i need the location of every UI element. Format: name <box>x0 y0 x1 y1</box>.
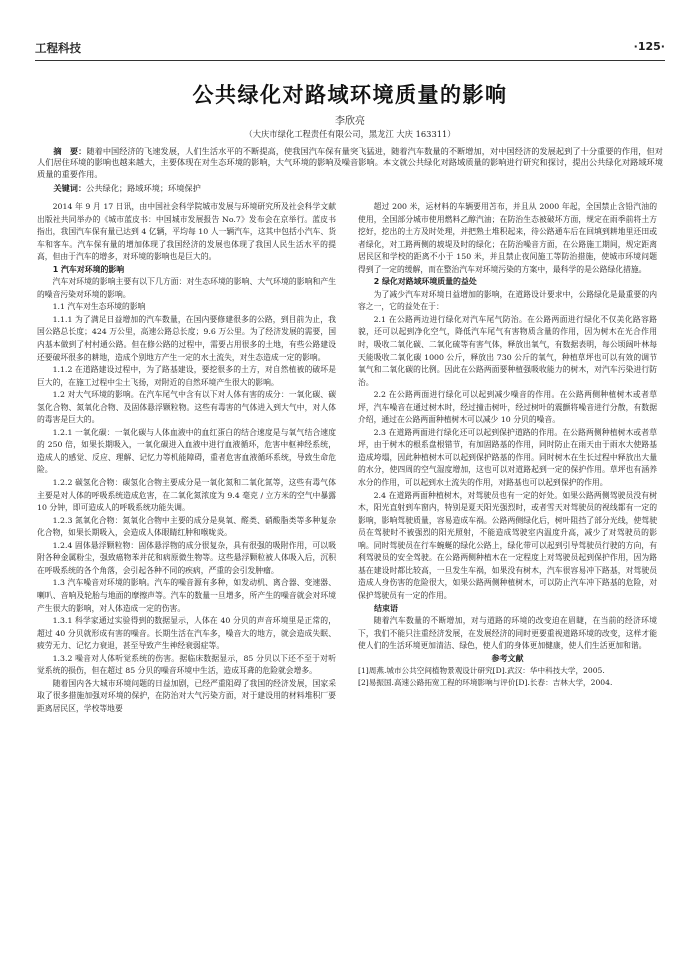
author-affiliation: （大庆市绿化工程责任有限公司，黑龙江 大庆 163311） <box>244 129 456 139</box>
paragraph: 1.2.4 固体悬浮颗粒物：固体悬浮物的成分很复杂，具有很强的吸附作用，可以吸附各种金属粉尘，强致癌物苯并芘和病原微生物等。这些悬浮颗粒被人体吸入后，沉积在呼吸系统的各个角落，会引起各种不同的疾病，严重的会引发肿瘤。 <box>37 540 336 575</box>
paragraph: 2014 年 9 月 17 日讯，由中国社会科学院城市发展与环境研究所及社会科学文献出版社共同举办的《城市蓝皮书：中国城市发展报告 No.7》发布会在京举行。蓝皮书指出，我国汽车保有量已达到 4 亿辆，平均每 10 人一辆汽车，这其中包括小汽车、货车和客车。汽车保有量的增加体现了我国经济的发展也体现了我国人民生活水平的提高，但由于汽车的增多，对环境的影响也是巨大的。 <box>37 202 336 262</box>
paragraph: 2.1 在公路两边进行绿化对汽车尾气防治。在公路两面进行绿化不仅美化路容路貌，还可以起到净化空气，降低汽车尾气有害物质含量的作用，因为树木在光合作用时，吸收二氧化碳、二氧化硫等有害气体，释放出氧气，有数据表明，每公顷阔叶林每天能吸收二氧化碳 1000 公斤，释放出 730 公斤的氧气，种植草坪也可以有效的调节氧气和二氧化碳的比例。因此在公路两面要种植强吸收能力的树木，对汽车污染进行防治。 <box>358 314 657 387</box>
paragraph: 超过 200 米，运材料的车辆要用苫布，并且从 2000 年起，全国禁止含铅汽油的使用，全国部分城市使用燃料乙醇汽油；在防治生态被破坏方面，规定在雨季前将土方挖好，挖出的土方及时处理，并把熟土堆积起来，待公路通车后在回填到耕地里还田或者绿化，对工路两侧的坡堤及时的绿化；在防治噪音方面，在公路施工期间，规定距离居民区和学校的距离不小于 150 米，并且禁止夜间施工等防治措施，使城市环境问题得到了一定的缓解，而在整治汽车对环境污染的方案中，最科学的是公路绿化措施。 <box>358 202 657 274</box>
reference-item: [2]易振国.高速公路拓宽工程的环境影响与评价[D].长春：吉林大学，2004. <box>358 678 613 688</box>
article-title: 公共绿化对路域环境质量的影响 <box>192 83 508 107</box>
page-number: ·125· <box>633 40 665 53</box>
paragraph: 2.2 在公路两面进行绿化可以起到减少噪音的作用。在公路两侧种植树木或者草坪，汽车噪音在通过树木时，经过撞击树叶，经过树叶的震颤将噪音进行分散，有数据介绍，通过在公路两面种植树木可以减少 10 分贝的噪音。 <box>358 390 657 425</box>
running-header <box>35 40 665 61</box>
abstract-label: 摘 要： <box>53 146 87 156</box>
paragraph: 1.3.2 噪音对人体听觉系统的伤害。据临床数据显示，85 分贝以下还不至于对听觉系统的损伤，但在超过 85 分贝的噪音环境中生活，造成耳聋的危险就会增多。 <box>37 653 336 676</box>
journal-name: 工程科技 <box>35 41 81 55</box>
paragraph: 1.2.3 氮氧化合物：氮氧化合物中主要的成分是臭氧、醛类、硝酸脂类等多种复杂化合物，如果长期吸入，会造成人体眼睛红肿和喉咙炎。 <box>37 515 336 538</box>
section-heading: 1 汽车对环境的影响 <box>52 264 125 274</box>
paragraph: 1.1 汽车对生态环境的影响 <box>52 302 146 312</box>
keywords <box>37 183 663 194</box>
author-name: 李欣亮 <box>335 116 365 127</box>
references-heading: 参考文献 <box>491 653 524 663</box>
keywords-label: 关键词： <box>53 183 87 193</box>
paragraph: 1.3.1 科学家通过实验得到的数据显示，人体在 40 分贝的声音环境里是正常的，超过 40 分贝就形成有害的噪音。长期生活在汽车多，噪音大的地方，就会造成失眠、疲劳无力、记忆力衰退，甚至导致产生神经衰弱症等。 <box>37 616 336 651</box>
paragraph: 1.3 汽车噪音对环境的影响。汽车的噪音源有多种，如发动机、离合器、变速器、喇叭、音响及轮胎与地面的摩擦声等。汽车的数量一旦增多，所产生的噪音就会对环境产生很大的影响，对人体造成一定的伤害。 <box>37 578 336 613</box>
paragraph: 2.3 在道路两面进行绿化还可以起到保护道路的作用。在公路两侧种植树木或者草坪，由于树木的根系盘根错节，有加固路基的作用，同时防止在雨天由于雨水大使路基造成垮塌，因此种植树木可以起到保护路基的作用。同时树木在生长过程中释放出大量的水分，使四周的空气湿度增加，这也可以对道路起到一定的保护作用。草坪也有涵养水分的作用，可以起到水土流失的作用，对路基也可以起到保护的作用。 <box>358 427 657 488</box>
conclusion-heading: 结束语 <box>374 603 398 613</box>
paragraph: 1.2.1 一氧化碳：一氧化碳与人体血液中的血红蛋白的结合速度是与氧气结合速度的 250 倍，如果长期吸入，一氧化碳进入血液中进行血液循环，危害中枢神经系统，造成人的感觉、反应、理解、记忆力等机能障碍，重者危害血液循环系统，导致生命危险。 <box>37 427 336 475</box>
right-column <box>358 201 657 941</box>
section-heading: 2 绿化对路域环境质量的益处 <box>373 277 477 287</box>
paragraph: 随着国内各大城市环境问题的日益加剧，已经严重阻碍了我国的经济发展，国家采取了很多措施加强对环境的保护，在防治对大气污染方面，对于建设用的材料堆积厂要距离居民区，学校等地要 <box>37 678 336 713</box>
paragraph: 1.1.1 为了满足日益增加的汽车数量，在国内要修建很多的公路，到目前为止，我国公路总长度；424 万公里，高速公路总长度；9.6 万公里。为了经济发展的需要，国内基本做到了村村通公路。但在修公路的过程中，需要占用很多的土地，有些公路建设还要破坏很多的耕地，造成个别地方产生一定的水土流失，对生态造成一定的影响。 <box>37 314 336 362</box>
paragraph: 汽车对环境的影响主要有以下几方面：对生态环境的影响、大气环境的影响和产生的噪音污染对环境的影响。 <box>37 277 336 299</box>
left-column <box>37 201 336 941</box>
paragraph: 2.4 在道路两面种植树木，对驾驶员也有一定的好处。如果公路两侧驾驶员没有树木，阳光直射到车窗内，特别是夏天阳光强烈时，或者雪天对驾驶员的视线都有一定的影响，影响驾驶质量，容易造成车祸。公路两侧绿化后，树叶阻挡了部分光线，使驾驶员在驾驶时不被强烈的阳光照射，不能造成驾驶室内温度升高，减少了对驾驶员的影响。同时驾驶员在行车蜿蜒的绿化公路上，绿化带可以起到引导驾驶员行驶的方向，有利驾驶员的安全驾驶。在公路两侧种植木在一定程度上对驾驶员起到保护作用，因为路基在建设时都比较高，一旦发生车祸，如果没有树木，汽车很容易冲下路基，对驾驶员造成人身伤害的危险很大，如果公路两侧种植树木，可以防止汽车冲下路基的危险，对保护驾驶员有一定的作用。 <box>358 490 657 600</box>
reference-item: [1]周燕.城市公共空间植物景观设计研究[D].武汉：华中科技大学，2005. <box>358 666 605 676</box>
abstract <box>37 146 663 180</box>
abstract-text: 随着中国经济的飞速发展，人们生活水平的不断提高，使我国汽车保有量突飞猛进，随着汽车数量的不断增加，对中国经济的发展起到了十分重要的作用，但对人们居住环境的影响也越来越大，主要体现在对生态环境的影响，大气环境的影响及噪音影响。本文就公共绿化对路域质量的影响进行研究和探讨，提出公共绿化对路域环境质量的重要作用。 <box>37 146 663 179</box>
paragraph: 1.2 对大气环境的影响。在汽车尾气中含有以下对人体有害的成分：一氧化碳、碳氢化合物、氮氧化合物、及固体悬浮颗粒物。这些有毒害的气体进入到大气中，对人体的毒害是巨大的。 <box>37 390 336 425</box>
paragraph: 1.2.2 碳氢化合物：碳氢化合物主要成分是一氧化氮和二氧化氮等，这些有毒气体主要是对人体的呼吸系统造成危害，在二氧化氮浓度为 9.4 毫克 / 立方米的空气中暴露 10 分钟，即可造成人的呼吸系统功能失调。 <box>37 478 336 513</box>
paragraph: 1.1.2 在道路建设过程中，为了路基建设，要挖很多的土方，对自然植被的破坏是巨大的，在施工过程中尘土飞扬，对附近的自然环境产生很大的影响。 <box>37 365 336 387</box>
keywords-text: 公共绿化；路域环境；环境保护 <box>86 183 201 193</box>
paragraph: 随着汽车数量的不断增加，对与道路的环境的改变迫在眉睫，在当前的经济环境下，我们不能只注重经济发展，在发展经济的同时更要重视道路环境的改变，这样才能使人们的生活环境更加清洁、绿色，使人们的身体更加健康，使人们生活更加和谐。 <box>358 616 657 651</box>
paragraph: 为了减少汽车对环境日益增加的影响，在道路设计要求中，公路绿化是最重要的内容之一，它的益处在于： <box>358 289 657 312</box>
